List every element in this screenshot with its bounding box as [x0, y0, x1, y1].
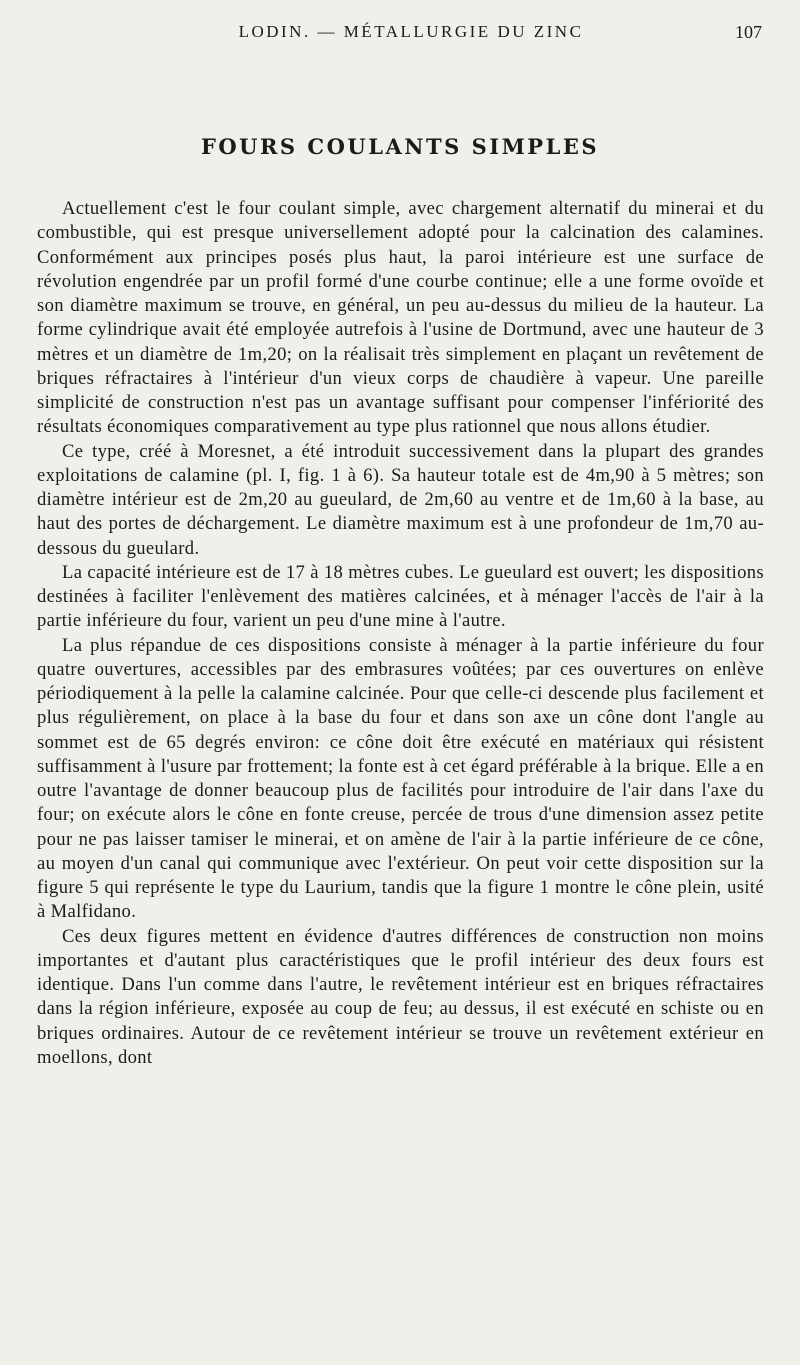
body-text	[37, 197, 764, 1070]
paragraph-3: La capacité intérieure est de 17 à 18 mètres cubes. Le gueulard est ouvert; les dispositions destinées à faciliter l'enlèvement des matières calcinées, et à ménager l'accès de l'air à la partie inférieure du four, varient un peu d'une mine à l'autre.	[37, 561, 764, 632]
running-head	[60, 22, 762, 52]
paragraph-2: Ce type, créé à Moresnet, a été introduit successivement dans la plupart des grandes exploitations de calamine (pl. I, fig. 1 à 6). Sa hauteur totale est de 4m,90 à 5 mètres; son diamètre intérieur est de 2m,20 au gueulard, de 2m,60 au ventre et de 1m,60 à la base, au haut des portes de déchargement. Le diamètre maximum est à une profondeur de 1m,70 au-dessous du gueulard.	[37, 440, 764, 559]
page-number: 107	[735, 22, 762, 42]
section-title: FOURS COULANTS SIMPLES	[200, 134, 600, 159]
paragraph-1: Actuellement c'est le four coulant simple, avec chargement alternatif du minerai et du combustible, qui est presque universellement adopté pour la calcination des calamines. Conformément aux principes posés plus haut, la paroi intérieure est une surface de révolution engendrée par un profil formé d'une courbe continue; elle a une forme ovoïde et son diamètre maximum se trouve, en général, un peu au-dessus du milieu de la hauteur. La forme cylindrique avait été employée autrefois à l'usine de Dortmund, avec une hauteur de 3 mètres et un diamètre de 1m,20; on la réalisait très simplement en plaçant un revêtement de briques réfractaires à l'intérieur d'un vieux corps de chaudière à vapeur. Une pareille simplicité de construction n'est pas un avantage suffisant pour compenser l'infériorité des résultats économiques comparativement au type plus rationnel que nous allons étudier.	[37, 198, 764, 438]
paragraph-5: Ces deux figures mettent en évidence d'autres différences de construction non moins importantes et d'autant plus caractéristiques que le profil intérieur des deux fours est identique. Dans l'un comme dans l'autre, le revêtement intérieur est en briques réfractaires dans la région inférieure, exposée au coup de feu; au dessus, il est exécuté en schiste ou en briques ordinaires. Autour de ce revêtement intérieur se trouve un revêtement extérieur en moellons, dont	[37, 925, 764, 1068]
paragraph-4: La plus répandue de ces dispositions consiste à ménager à la partie inférieure du four quatre ouvertures, accessibles par des embrasures voûtées; par ces ouvertures on enlève périodiquement à la pelle la calamine calcinée. Pour que celle-ci descende plus facilement et plus régulièrement, on place à la base du four et dans son axe un cône dont l'angle au sommet est de 65 degrés environ: ce cône doit être exécuté en matériaux qui résistent suffisamment à l'usure par frottement; la fonte est à cet égard préférable à la brique. Elle a en outre l'avantage de donner beaucoup plus de facilités pour introduire de l'air dans l'axe du four; on exécute alors le cône en fonte creuse, percée de trous d'une dimension assez petite pour ne pas laisser tamiser le minerai, et on amène de l'air à la partie inférieure de ce cône, au moyen d'un canal qui communique avec l'extérieur. On peut voir cette disposition sur la figure 5 qui représente le type du Laurium, tandis que la figure 1 montre le cône plein, usité à Malfidano.	[37, 634, 764, 923]
running-title: LODIN. — MÉTALLURGIE DU ZINC	[238, 22, 584, 41]
